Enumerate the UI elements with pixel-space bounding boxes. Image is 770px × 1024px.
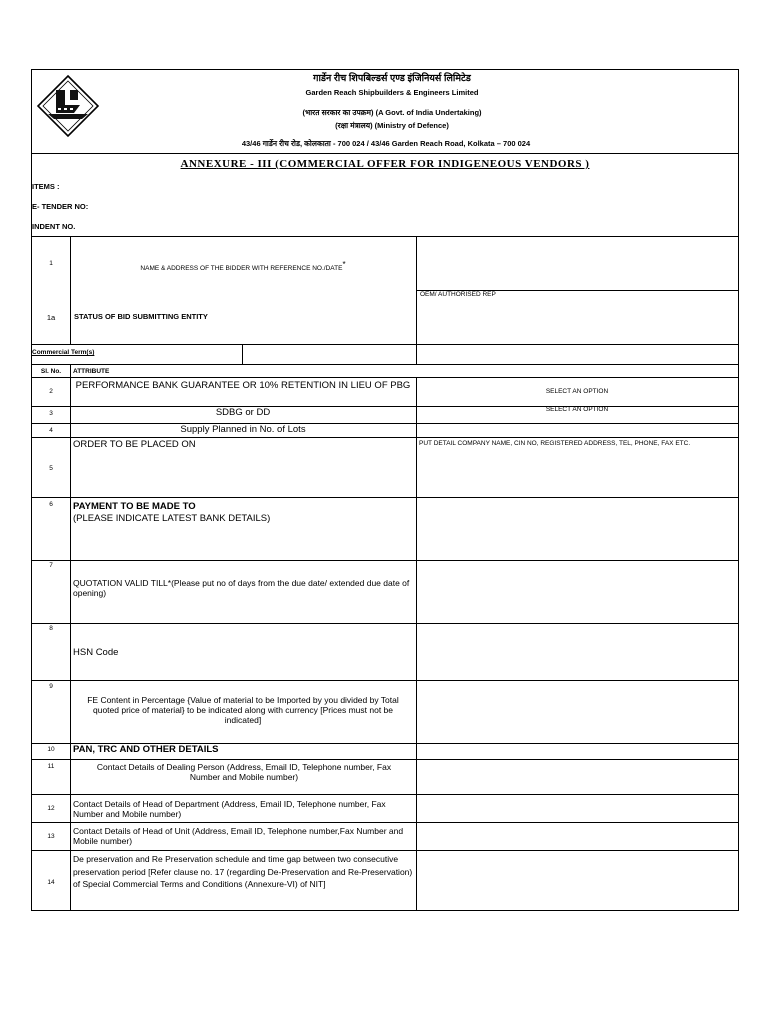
row-12-field[interactable]: [417, 795, 737, 822]
row-4-no: 4: [49, 427, 53, 434]
row-9-label: FE Content in Percentage {Value of material to be Imported by you divided by Total quoted price of material} to be indicated along with currency [Prices must not be indicated]: [87, 695, 399, 725]
status-sl-no: 1a: [46, 313, 56, 322]
row-2-label: PERFORMANCE BANK GUARANTEE OR 10% RETENTION IN LIEU OF PBG: [75, 380, 411, 391]
attribute-header: ATTRIBUTE: [73, 368, 110, 375]
row-6-field[interactable]: [417, 498, 737, 560]
status-label: STATUS OF BID SUBMITTING ENTITY: [74, 312, 208, 321]
row-5-value[interactable]: PUT DETAIL COMPANY NAME, CIN NO, REGISTERED ADDRESS, TEL, PHONE, FAX ETC.: [419, 440, 691, 447]
row-3-no: 3: [49, 410, 53, 417]
row-11-field[interactable]: [417, 760, 737, 794]
row-7-no: 7: [49, 562, 53, 569]
row-3-label: SDBG or DD: [215, 407, 271, 418]
row-8-field[interactable]: [417, 624, 737, 680]
row-4-label: Supply Planned in No. of Lots: [180, 424, 306, 435]
row-9-no: 9: [49, 683, 53, 690]
form-frame: [31, 69, 739, 911]
row-6-label: PAYMENT TO BE MADE TO: [73, 501, 196, 512]
row-8-no: 8: [49, 625, 53, 632]
company-name-hindi: गार्डेन रीच शिपबिल्डर्स एण्ड इंजिनियर्स लिमिटेड: [313, 73, 471, 84]
row-6-no: 6: [49, 501, 53, 508]
row-8-label: HSN Code: [73, 647, 119, 658]
ministry-line: (रक्षा मंत्रालय) (Ministry of Defence): [335, 121, 449, 130]
annexure-title: ANNEXURE - III (COMMERCIAL OFFER FOR INDIGENEOUS VENDORS ): [180, 158, 590, 170]
row-9-field[interactable]: [417, 681, 737, 743]
row-12-label: Contact Details of Head of Department (Address, Email ID, Telephone number, Fax Number and Mobile number): [73, 799, 386, 819]
etender-label: E- TENDER NO:: [32, 202, 89, 211]
sl-no-header: Sl. No.: [40, 368, 62, 375]
row-12-no: 12: [47, 805, 55, 812]
row-4-field[interactable]: [417, 424, 737, 437]
commercial-terms-label: Commercial Term(s): [32, 349, 95, 356]
row-13-label: Contact Details of Head of Unit (Address, Email ID, Telephone number,Fax Number and Mobile number): [73, 826, 404, 846]
row-11-label: Contact Details of Dealing Person (Address, Email ID, Telephone number, Fax Number and Mobile number): [96, 762, 392, 782]
govt-undertaking-line: (भारत सरकार का उपक्रम) (A Govt. of India Undertaking): [302, 108, 482, 117]
row-13-field[interactable]: [417, 823, 737, 850]
grse-logo-icon: [34, 72, 102, 140]
row-14-field[interactable]: [417, 851, 737, 910]
row-2-no: 2: [49, 388, 53, 395]
items-label: ITEMS :: [32, 182, 60, 191]
row-2-select[interactable]: SELECT AN OPTION: [545, 388, 609, 395]
row-5-label: ORDER TO BE PLACED ON: [73, 439, 196, 450]
row-10-no: 10: [47, 746, 55, 753]
row-10-label: PAN, TRC AND OTHER DETAILS: [73, 744, 219, 755]
row-3-select[interactable]: SELECT AN OPTION: [545, 406, 609, 413]
indent-label: INDENT NO.: [32, 222, 76, 231]
company-address-line: 43/46 गार्डेन रीच रोड, कोलकाता - 700 024 / 43/46 Garden Reach Road, Kolkata – 700 024: [241, 139, 531, 148]
bidder-sl-no: 1: [49, 260, 53, 267]
bidder-name-address-label: NAME & ADDRESS OF THE BIDDER WITH REFERENCE NO./DATE*: [140, 260, 346, 273]
row-5-no: 5: [49, 465, 53, 472]
status-value[interactable]: OEM/ AUTHORISED REP: [420, 291, 496, 298]
row-7-label: QUOTATION VALID TILL*(Please put no of days from the due date/ extended due date of opening): [73, 578, 410, 598]
row-14-label: De preservation and Re Preservation schedule and time gap between two consecutive preservation period [Refer clause no. 17 (regarding De-Preservation and Re-Preservation) of Special Commercial Terms and Conditions (Annexure-VI) of NIT]: [73, 854, 413, 889]
row-14-no: 14: [47, 879, 55, 886]
row-6-sub: (PLEASE INDICATE LATEST BANK DETAILS): [73, 513, 271, 524]
row-11-no: 11: [47, 763, 55, 770]
company-name-english: Garden Reach Shipbuilders & Engineers Limited: [305, 88, 479, 97]
bidder-name-address-field[interactable]: [417, 237, 737, 290]
row-13-no: 13: [47, 833, 55, 840]
row-7-field[interactable]: [417, 561, 737, 623]
